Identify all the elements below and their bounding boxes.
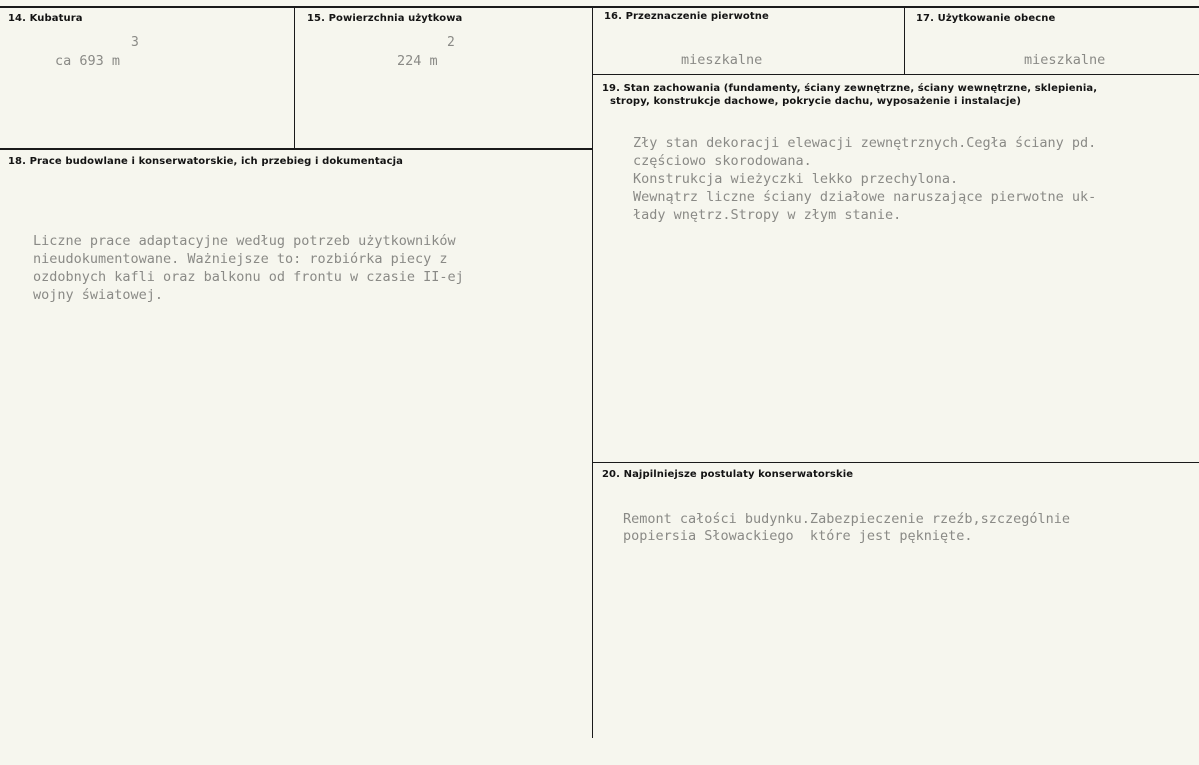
divider-v-14-15 [294, 6, 295, 148]
field-17-value: mieszkalne [1024, 52, 1106, 68]
divider-h-20 [593, 462, 1199, 463]
field-19-line: częściowo skorodowana. [633, 153, 812, 169]
field-14-label: 14. Kubatura [8, 13, 83, 24]
field-18-line: wojny światowej. [33, 287, 164, 303]
top-border [0, 6, 1199, 8]
field-17-label: 17. Użytkowanie obecne [916, 13, 1056, 24]
field-18-line: nieudokumentowane. Ważniejsze to: rozbiórka piecy z [33, 251, 448, 267]
field-20-label: 20. Najpilniejsze postulaty konserwatorskie [602, 469, 854, 480]
field-14-value: ca 693 m [55, 53, 121, 69]
field-18-line: ozdobnych kafli oraz balkonu od frontu w czasie II-ej [33, 269, 464, 285]
field-15-label: 15. Powierzchnia użytkowa [307, 13, 463, 24]
field-19-label-line2: stropy, konstrukcje dachowe, pokrycie dachu, wyposażenie i instalacje) [610, 96, 1022, 107]
field-20-line: Remont całości budynku.Zabezpieczenie rzeźb,szczególnie [623, 511, 1071, 527]
field-15-value: 224 m [397, 53, 438, 69]
field-16-value: mieszkalne [681, 52, 763, 68]
divider-h-19 [593, 74, 1199, 75]
divider-v-main [592, 6, 593, 738]
field-19-line: Zły stan dekoracji elewacji zewnętrznych.Cegła ściany pd. [633, 135, 1097, 151]
field-20-line: popiersia Słowackiego które jest pęknięte. [623, 528, 973, 544]
field-18-line: Liczne prace adaptacyjne według potrzeb użytkowników [33, 233, 456, 249]
field-16-label: 16. Przeznaczenie pierwotne [604, 11, 769, 22]
field-15-exponent: 2 [447, 35, 455, 50]
field-19-line: Wewnątrz liczne ściany działowe naruszające pierwotne uk- [633, 189, 1097, 205]
divider-h-18 [0, 148, 593, 150]
field-14-exponent: 3 [131, 35, 139, 50]
field-19-label-line1: 19. Stan zachowania (fundamenty, ściany zewnętrzne, ściany wewnętrzne, sklepienia, [602, 83, 1098, 94]
field-19-line: Konstrukcja wieżyczki lekko przechylona. [633, 171, 959, 187]
divider-v-16-17 [904, 6, 905, 74]
field-18-label: 18. Prace budowlane i konserwatorskie, ich przebieg i dokumentacja [8, 156, 404, 167]
field-19-line: łady wnętrz.Stropy w złym stanie. [633, 207, 902, 223]
